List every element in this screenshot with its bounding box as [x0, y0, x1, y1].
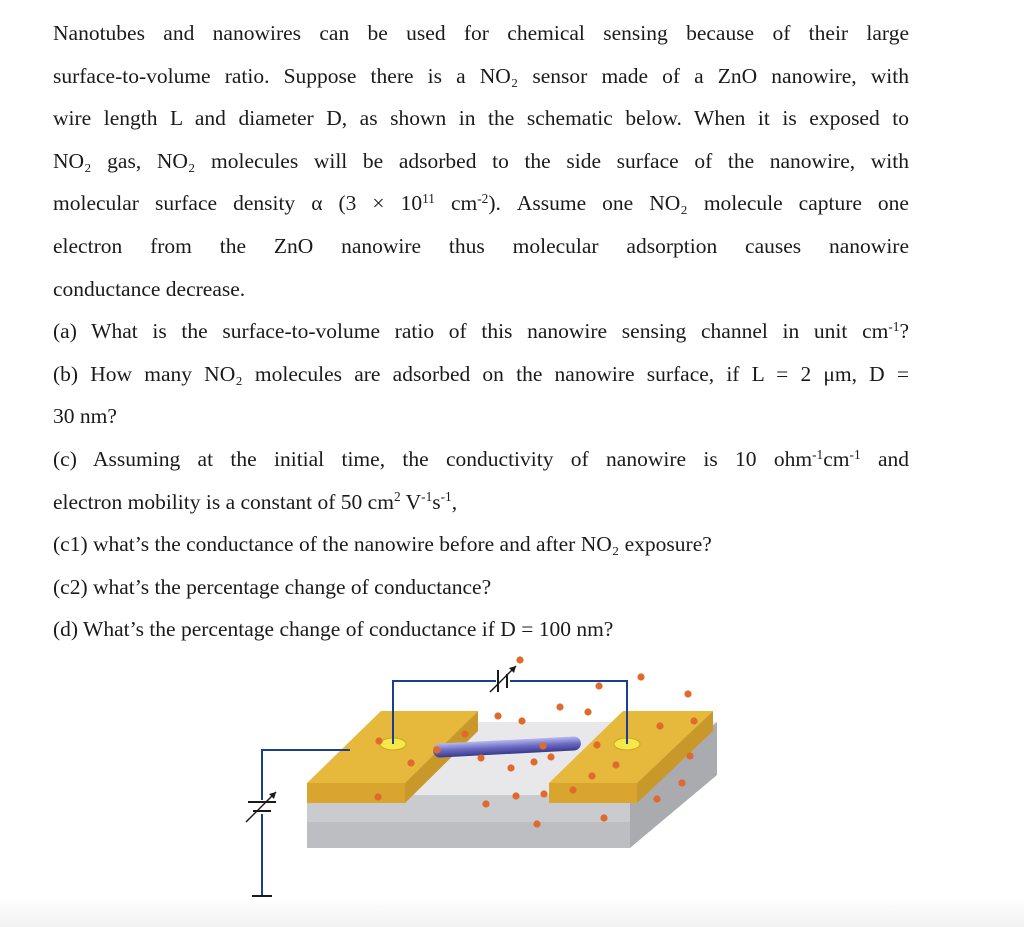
left-electrode-front — [307, 783, 405, 803]
question-c1: (c1) what’s the conductance of the nanowire before and after NO₂ exposure? — [53, 532, 712, 557]
no2-molecule — [612, 761, 619, 768]
substrate-front-shade — [307, 822, 630, 848]
top-voltage-source-icon — [490, 666, 516, 692]
no2-molecule — [653, 795, 660, 802]
cm-unit: cm — [823, 446, 850, 471]
right-electrode-front — [549, 783, 637, 803]
nanowire-sensor-schematic — [230, 655, 740, 917]
no2-molecule — [600, 814, 607, 821]
no2-molecule — [686, 752, 693, 759]
no2-molecule — [433, 746, 440, 753]
bottom-shade — [0, 897, 1024, 927]
question-a-text: (a) What is the surface-to-volume ratio of this nanowire sensing channel in unit cm — [53, 319, 889, 344]
question-a-unit-exponent: -1 — [888, 318, 900, 334]
problem-text — [53, 12, 909, 651]
no2-molecule — [375, 737, 382, 744]
mobility-text: electron mobility is a constant of 50 cm — [53, 489, 394, 514]
no2-molecule — [407, 759, 414, 766]
no2-molecule — [494, 712, 501, 719]
question-b-line-2: 30 nm? — [53, 404, 117, 429]
no2-molecule — [516, 656, 523, 663]
density-unit-exponent: -2 — [477, 191, 489, 207]
mobility-end: , — [451, 489, 458, 514]
no2-molecule — [540, 790, 547, 797]
density-exponent: 11 — [422, 191, 435, 207]
cm2-exponent: 2 — [393, 489, 401, 505]
no2-molecule — [569, 786, 576, 793]
no2-molecule — [530, 758, 537, 765]
intro-line-4: NO₂ gas, NO₂ molecules will be adsorbed to the side surface of the nanowire, with — [53, 148, 909, 173]
intro-line-3: wire length L and diameter D, as shown in the schematic below. When it is exposed to — [53, 106, 909, 131]
density-text-before: molecular surface density α (3 × 10 — [53, 191, 423, 216]
question-c-end: and — [860, 446, 909, 471]
no2-molecule — [547, 753, 554, 760]
second-exponent: -1 — [440, 489, 452, 505]
no2-molecule — [593, 741, 600, 748]
no2-molecule — [678, 779, 685, 786]
no2-molecule — [374, 793, 381, 800]
volt-unit: V — [400, 489, 422, 514]
second-unit: s — [432, 489, 441, 514]
no2-molecule — [533, 820, 540, 827]
intro-line-2: surface-to-volume ratio. Suppose there is a NO₂ sensor made of a ZnO nanowire, with — [53, 63, 909, 88]
no2-molecule — [518, 717, 525, 724]
no2-molecule — [539, 742, 546, 749]
no2-molecule — [637, 673, 644, 680]
volt-exponent: -1 — [421, 489, 433, 505]
question-c-line-2 — [53, 481, 909, 524]
no2-molecule — [690, 717, 697, 724]
question-d: (d) What’s the percentage change of conductance if D = 100 nm? — [53, 617, 614, 642]
cm-exponent: -1 — [849, 446, 861, 462]
question-a-end: ? — [899, 319, 909, 344]
question-c2: (c2) what’s the percentage change of conductance? — [53, 574, 492, 599]
no2-molecule — [556, 703, 563, 710]
intro-line-7: conductance decrease. — [53, 276, 246, 301]
no2-molecule — [477, 754, 484, 761]
no2-molecule — [684, 690, 691, 697]
density-text-after: ). Assume one NO₂ molecule capture one — [488, 191, 909, 216]
no2-molecule — [595, 682, 602, 689]
intro-line-6: electron from the ZnO nanowire thus molecular adsorption causes nanowire — [53, 233, 909, 258]
ohm-exponent: -1 — [812, 446, 824, 462]
no2-molecule — [482, 800, 489, 807]
density-line — [53, 182, 909, 225]
no2-molecule — [588, 772, 595, 779]
density-unit: cm — [434, 191, 478, 216]
question-c-line-1 — [53, 438, 909, 481]
no2-molecule — [512, 792, 519, 799]
no2-molecule — [507, 764, 514, 771]
no2-molecule — [461, 730, 468, 737]
intro-line-1: Nanotubes and nanowires can be used for chemical sensing because of their large — [53, 21, 909, 45]
question-a — [53, 310, 909, 353]
question-b-line-1: (b) How many NO₂ molecules are adsorbed on the nanowire surface, if L = 2 μm, D = — [53, 361, 909, 386]
no2-molecule — [656, 722, 663, 729]
no2-molecule — [584, 708, 591, 715]
question-c-text: (c) Assuming at the initial time, the conductivity of nanowire is 10 ohm — [53, 446, 813, 471]
